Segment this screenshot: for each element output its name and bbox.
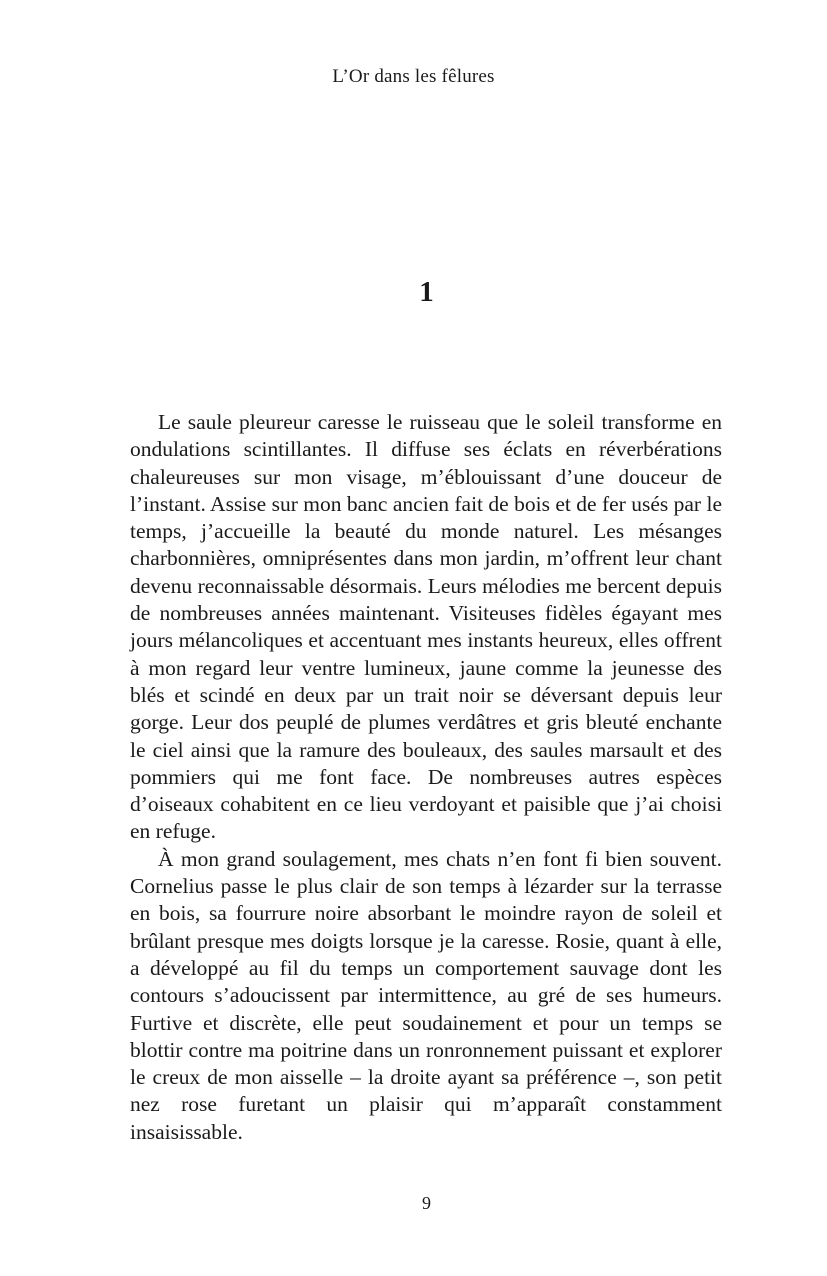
running-header: L’Or dans les fêlures — [332, 66, 495, 87]
chapter-number: 1 — [419, 276, 434, 308]
chapter-body — [130, 409, 722, 1146]
paragraph: Le saule pleureur caresse le ruisseau que le soleil transforme en ondulations scintillantes. Il diffuse ses éclats en réverbérations chaleureuses sur mon visage, m’éblouissant d’une douceur de l’instant. Assise sur mon banc ancien fait de bois et de fer usés par le temps, j’accueille la beauté du monde naturel. Les mésanges charbonnières, omniprésentes dans mon jardin, m’offrent leur chant devenu reconnaissable désormais. Leurs mélodies me bercent depuis de nombreuses années maintenant. Visiteuses fidèles égayant mes jours mélancoliques et accentuant mes instants heureux, elles offrent à mon regard leur ventre lumineux, jaune comme la jeunesse des blés et scindé en deux par un trait noir se déversant depuis leur gorge. Leur dos peuplé de plumes verdâtres et gris bleuté enchante le ciel ainsi que la ramure des bouleaux, des saules marsault et des pommiers qui me font face. De nombreuses autres espèces d’oiseaux cohabitent en ce lieu verdoyant et paisible que j’ai choisi en refuge. — [130, 410, 722, 844]
paragraph: À mon grand soulagement, mes chats n’en font fi bien souvent. Cornelius passe le plus clair de son temps à lézarder sur la terrasse en bois, sa fourrure noire absorbant le moindre rayon de soleil et brûlant presque mes doigts lorsque je la caresse. Rosie, quant à elle, a développé au fil du temps un comportement sauvage dont les contours s’adoucissent par intermittence, au gré de ses humeurs. Furtive et discrète, elle peut soudainement et pour un temps se blottir contre ma poitrine dans un ronronnement puissant et explorer le creux de mon aisselle – la droite ayant sa préférence –, son petit nez rose furetant un plaisir qui m’apparaît constamment insaisissable. — [130, 846, 722, 1144]
page-number: 9 — [422, 1193, 431, 1213]
